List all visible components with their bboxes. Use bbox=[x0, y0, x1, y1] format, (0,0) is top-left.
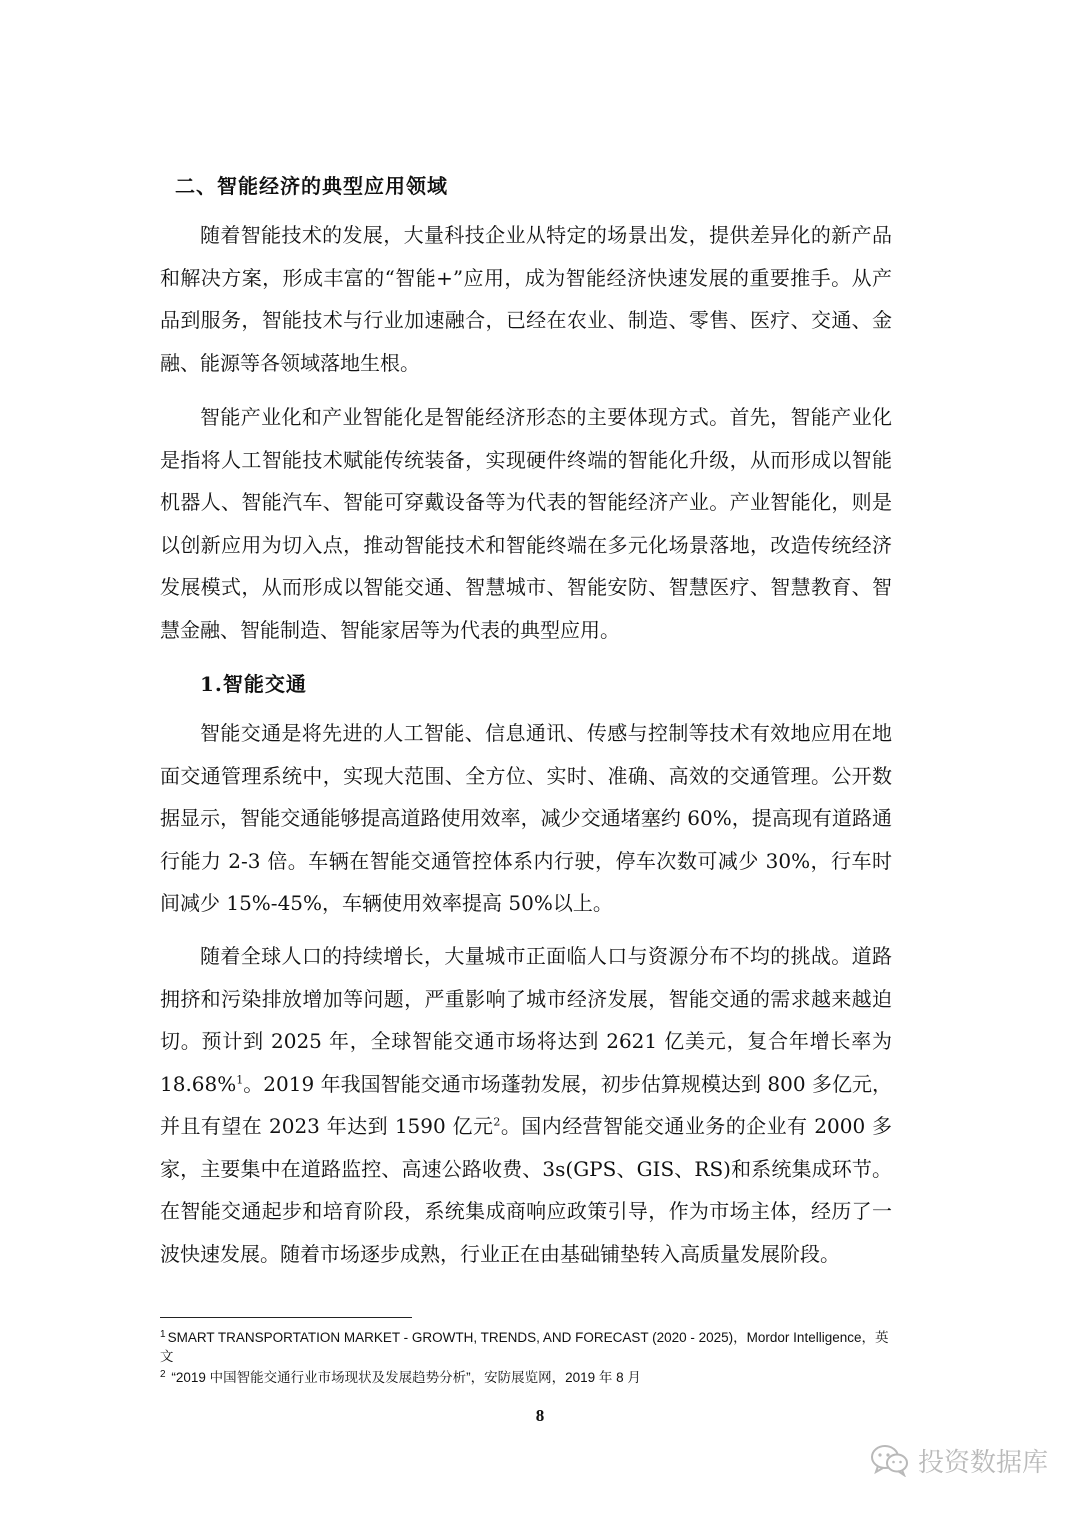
footnote-ref-2[interactable]: 2 bbox=[493, 1115, 501, 1129]
paragraph-market-part2: 。2019 年我国智能交通市场蓬勃发展，初步估算规模达到 800 多亿元，并且有望在 2023 年达到 1590 亿元 bbox=[160, 1071, 892, 1138]
paragraph-intro: 随着智能技术的发展，大量科技企业从特定的场景出发，提供差异化的新产品和解决方案，形成丰富的“智能+”应用，成为智能经济快速发展的重要推手。从产品到服务，智能技术与行业加速融合，已经在农业、制造、零售、医疗、交通、金融、能源等各领域落地生根。 bbox=[160, 223, 892, 375]
paragraph-smart-transportation: 智能交通是将先进的人工智能、信息通讯、传感与控制等技术有效地应用在地面交通管理系统中，实现大范围、全方位、实时、准确、高效的交通管理。公开数据显示，智能交通能够提高道路使用效率，减少交通堵塞约 60%，提高现有道路通行能力 2-3 倍。车辆在智能交通管控体系内行驶，停车次数可减少 30%，行车时间减少 15%-45%，车辆使用效率提高 50%以上。 bbox=[160, 721, 892, 915]
paragraph-industrialization: 智能产业化和产业智能化是智能经济形态的主要体现方式。首先，智能产业化是指将人工智能技术赋能传统装备，实现硬件终端的智能化升级，从而形成以智能机器人、智能汽车、智能可穿戴设备等为代表的智能经济产业。产业智能化，则是以创新应用为切入点，推动智能技术和智能终端在多元化场景落地，改造传统经济发展模式，从而形成以智能交通、智慧城市、智能安防、智慧医疗、智慧教育、智慧金融、智能制造、智能家居等为代表的典型应用。 bbox=[160, 405, 892, 642]
subheading-smart-transportation: 1.智能交通 bbox=[200, 672, 307, 696]
paragraph-market-part1: 随着全球人口的持续增长，大量城市正面临人口与资源分布不均的挑战。道路拥挤和污染排放增加等问题，严重影响了城市经济发展，智能交通的需求越来越迫切。预计到 2025 年，全球智能交通市场将达到 2621 亿美元，复合年增长率为 18.68% bbox=[160, 944, 892, 1096]
footnote-2 bbox=[160, 1368, 900, 1387]
wechat-icon bbox=[870, 1443, 910, 1477]
paragraph-market-part3: 。国内经营智能交通业务的企业有 2000 多家，主要集中在道路监控、高速公路收费、3s(GPS、GIS、RS)和系统集成环节。在智能交通起步和培育阶段，系统集成商响应政策引导，作为市场主体，经历了一波快速发展。随着市场逐步成熟，行业正在由基础铺垫转入高质量发展阶段。 bbox=[160, 1114, 892, 1266]
footnote-divider bbox=[160, 1317, 412, 1318]
footnote-mark: 2 bbox=[160, 1368, 166, 1380]
footnote-1 bbox=[160, 1328, 900, 1366]
footnote-text: SMART TRANSPORTATION MARKET - GROWTH, TRENDS, AND FORECAST (2020 - 2025)，Mordor Intelligence，英文 bbox=[160, 1330, 889, 1364]
page-number: 8 bbox=[535, 1406, 545, 1425]
watermark bbox=[870, 1440, 1048, 1480]
footnote-text: “2019 中国智能交通行业市场现状及发展趋势分析”，安防展览网，2019 年 8 月 bbox=[171, 1370, 641, 1385]
section-heading: 二、智能经济的典型应用领域 bbox=[175, 174, 448, 198]
paragraph-market bbox=[160, 935, 892, 1275]
footnote-ref-1[interactable]: 1 bbox=[236, 1072, 244, 1086]
footnote-mark: 1 bbox=[160, 1328, 166, 1340]
watermark-text: 投资数据库 bbox=[918, 1447, 1049, 1478]
